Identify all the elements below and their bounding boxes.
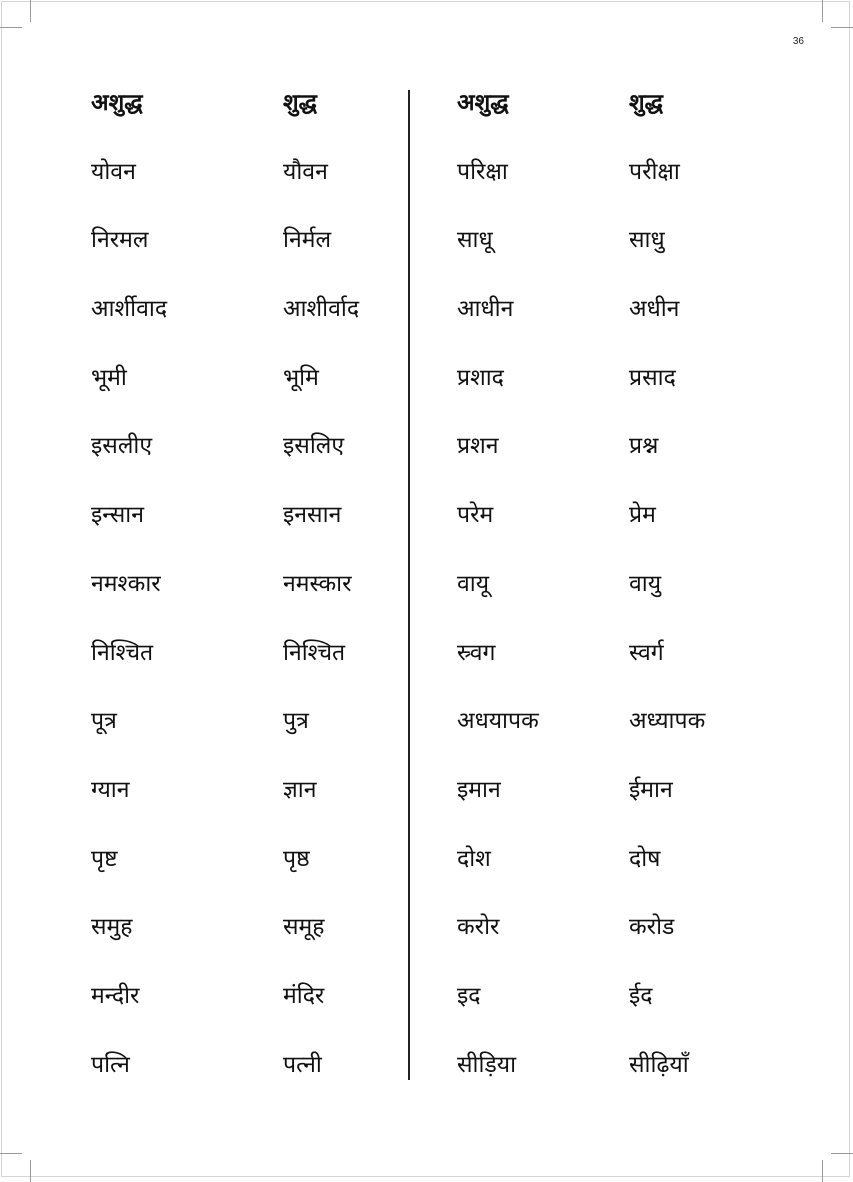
left-correct-word: समूह	[283, 914, 325, 941]
left-correct-word: भूमि	[283, 364, 319, 391]
left-incorrect-word: पूत्र	[91, 708, 117, 735]
crop-mark-top-left-h	[0, 27, 22, 28]
right-correct-word: प्रेम	[629, 502, 656, 529]
right-correct-word: स्वर्ग	[629, 639, 664, 666]
left-incorrect-word: मन्दीर	[91, 982, 140, 1009]
left-correct-word: ज्ञान	[283, 776, 317, 803]
left-incorrect-word: समुह	[91, 914, 133, 941]
page-number: 36	[792, 36, 804, 47]
crop-mark-top-right-v	[822, 0, 823, 22]
right-correct-word: ईमान	[629, 776, 673, 803]
left-correct-word: पुत्र	[283, 708, 309, 735]
right-incorrect-word: इद	[457, 982, 481, 1009]
right-incorrect-word: साधू	[457, 227, 493, 254]
left-incorrect-word: निरमल	[91, 227, 149, 254]
left-correct-word: आशीर्वाद	[283, 296, 360, 323]
crop-mark-bottom-left-h	[0, 1153, 22, 1154]
left-correct-word: इनसान	[283, 502, 342, 529]
right-correct-word: सीढ़ियाँ	[629, 1051, 689, 1078]
left-incorrect-word: निश्चित	[91, 639, 154, 666]
left-correct-word: इसलिए	[283, 433, 345, 460]
right-correct-word: करोड	[629, 914, 675, 941]
right-correct-word: वायु	[629, 570, 662, 597]
left-incorrect-word: इन्सान	[91, 502, 144, 529]
right-correct-word: प्रश्न	[629, 433, 659, 460]
right-incorrect-word: अधयापक	[457, 708, 539, 735]
left-incorrect-word: ग्यान	[91, 776, 130, 803]
header-left-incorrect: अशुद्ध	[91, 89, 143, 116]
left-correct-word: निश्चित	[283, 639, 346, 666]
right-incorrect-word: करोर	[457, 914, 500, 941]
left-incorrect-word: पत्नि	[91, 1051, 130, 1078]
left-incorrect-word: भूमी	[91, 364, 127, 391]
crop-mark-bottom-left-v	[30, 1160, 31, 1182]
left-incorrect-word: आर्शीवाद	[91, 296, 168, 323]
header-left-correct: शुद्ध	[283, 89, 318, 116]
left-incorrect-word: इसलीए	[91, 433, 153, 460]
left-incorrect-column	[91, 84, 261, 1114]
left-correct-word: मंदिर	[283, 982, 325, 1009]
right-correct-word: ईद	[629, 982, 653, 1009]
right-correct-word: अध्यापक	[629, 708, 706, 735]
left-correct-column	[283, 84, 453, 1114]
crop-mark-bottom-right-h	[831, 1153, 853, 1154]
right-correct-column	[629, 84, 799, 1114]
crop-mark-top-right-h	[831, 27, 853, 28]
right-incorrect-column	[457, 84, 627, 1114]
right-incorrect-word: वायू	[457, 570, 490, 597]
left-incorrect-word: योवन	[91, 158, 136, 185]
left-incorrect-word: पृष्ट	[91, 845, 118, 872]
right-incorrect-word: स्र्वग	[457, 639, 496, 666]
right-correct-word: दोष	[629, 845, 661, 872]
right-incorrect-word: परिक्षा	[457, 158, 508, 185]
left-incorrect-word: नमश्कार	[91, 570, 161, 597]
right-incorrect-word: सीड़िया	[457, 1051, 517, 1078]
right-incorrect-word: परेम	[457, 502, 494, 529]
right-correct-word: प्रसाद	[629, 364, 676, 391]
right-incorrect-word: दोश	[457, 845, 491, 872]
header-right-correct: शुद्ध	[629, 89, 664, 116]
crop-mark-bottom-right-v	[822, 1160, 823, 1182]
crop-mark-top-left-v	[30, 0, 31, 22]
header-right-incorrect: अशुद्ध	[457, 89, 509, 116]
left-correct-word: पत्नी	[283, 1051, 322, 1078]
right-incorrect-word: प्रशाद	[457, 364, 504, 391]
left-correct-word: निर्मल	[283, 227, 332, 254]
right-correct-word: साधु	[629, 227, 665, 254]
left-correct-word: नमस्कार	[283, 570, 352, 597]
left-correct-word: पृष्ठ	[283, 845, 310, 872]
right-correct-word: परीक्षा	[629, 158, 680, 185]
left-correct-word: यौवन	[283, 158, 328, 185]
right-incorrect-word: प्रशन	[457, 433, 499, 460]
right-incorrect-word: आधीन	[457, 296, 514, 323]
right-correct-word: अधीन	[629, 296, 680, 323]
right-incorrect-word: इमान	[457, 776, 501, 803]
